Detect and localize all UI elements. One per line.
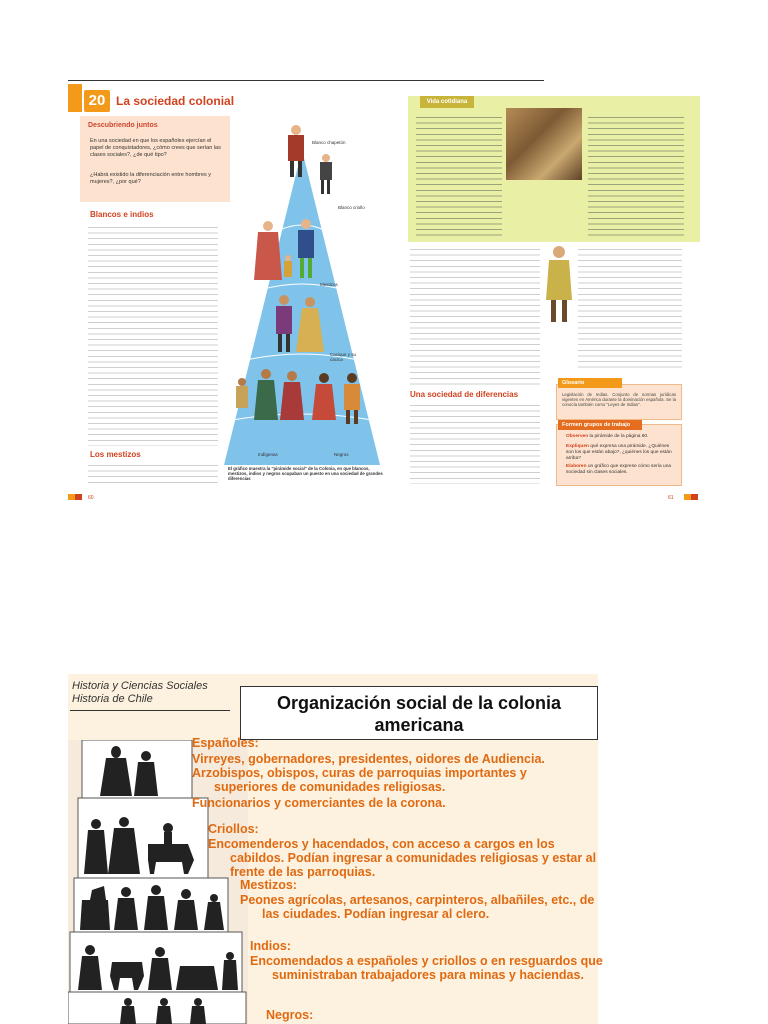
right-text-col-1: [410, 246, 540, 386]
slide-title-line-2: americana: [374, 715, 464, 735]
vida-text-col-1: [416, 114, 502, 238]
vida-cotidiana-tab: Vida cotidiana: [420, 96, 474, 108]
intro-question-1: En una sociedad en que los españoles ejercían el papel de conquistadores, ¿cómo crees que serían las clases sociales?, ¿de qué tipo?: [90, 138, 221, 158]
social-pyramid: [220, 120, 384, 475]
vida-text-col-2: [588, 114, 684, 238]
section-diferencias-heading: Una sociedad de diferencias: [410, 390, 519, 399]
group-mestizos-heading: Mestizos:: [240, 878, 297, 892]
work-item-3: Elaboren un gráfico que exprese cómo sería una sociedad sin clases sociales.: [566, 464, 672, 475]
group-espanoles-line-2: Arzobispos, obispos, curas de parroquias importantes y superiores de comunidades religiosas.: [192, 766, 527, 794]
pyramid-label-criollo: Blanco criollo: [338, 205, 365, 210]
pyramid-label-mestizos: Mestizos: [320, 282, 338, 287]
pyramid-label-cacique: Cacique y su cacica: [330, 352, 357, 362]
slide-header-course: Historia de Chile: [72, 693, 153, 705]
group-espanoles-heading: Españoles:: [192, 736, 259, 750]
mestizo-figure-image: [544, 244, 574, 326]
top-rule: [68, 80, 544, 81]
slide-title: [240, 692, 598, 736]
lesson-number: 20: [84, 90, 110, 112]
footer-bar-right: [684, 494, 698, 500]
group-espanoles-line-1: Virreyes, gobernadores, presidentes, oidores de Audiencia.: [192, 752, 545, 766]
section-mestizos-text: [88, 462, 218, 484]
section-blancos-heading: Blancos e indios: [90, 210, 154, 219]
lesson-tab: [68, 84, 82, 112]
group-indios-heading: Indios:: [250, 939, 291, 953]
pyramid-label-chapeton: Blanco chapetón: [312, 140, 346, 145]
slide-header-rule: [70, 710, 230, 711]
group-negros-heading: Negros:: [266, 1008, 314, 1022]
pyramid-label-indigenas: Indígenas: [258, 452, 278, 457]
section-blancos-text: [88, 224, 218, 446]
group-indios-line-1: Encomendados a españoles y criollos o en resguardos que suministraban trabajadores para minas y haciendas.: [250, 954, 603, 982]
right-text-col-2: [578, 246, 682, 370]
vida-cotidiana-photo: [506, 108, 582, 180]
section-diferencias-text: [410, 402, 540, 484]
slide-header-subject: Historia y Ciencias Sociales: [72, 680, 208, 692]
section-mestizos-heading: Los mestizos: [90, 450, 141, 459]
intro-heading: Descubriendo juntos: [88, 122, 158, 129]
pyramid-caption: El gráfico muestra la "pirámide social" de la Colonia, en que blancos, mestizos, indios y negros ocupaban un puesto en una sociedad de grandes diferencias: [228, 466, 383, 482]
slide-header: [72, 680, 208, 706]
pyramid-label-negros: Negros: [334, 452, 349, 457]
footer-bar-left: [68, 494, 82, 500]
glossary-heading: Glosario: [558, 378, 622, 388]
group-espanoles-line-3: Funcionarios y comerciantes de la corona.: [192, 796, 446, 810]
glossary-text: Legislación de Indias. Conjunto de normas jurídicas vigentes en América durante la dominación española. Se la conocía también como "Leyes de Indias".: [562, 392, 676, 408]
page-number-left: 60: [88, 495, 94, 501]
intro-question-2: ¿Habrá existido la diferenciación entre hombres y mujeres?, ¿por qué?: [90, 172, 212, 185]
group-criollos-line-1: Encomenderos y hacendados, con acceso a cargos en los cabildos. Podían ingresar a comunidades religiosas y estar al frente de las parroquias.: [208, 837, 597, 879]
work-item-1: Observen la pirámide de la página 60.: [566, 434, 649, 439]
intro-box: [80, 116, 230, 202]
slide-title-line-1: Organización social de la colonia: [276, 693, 562, 713]
page-number-right: 61: [668, 495, 674, 501]
work-item-2: Expliquen qué expresa una pirámide. ¿Quiénes son los que están abajo?, ¿quiénes los que están arriba?: [566, 444, 672, 461]
work-heading: Formen grupos de trabajo: [558, 420, 642, 430]
group-mestizos-line-1: Peones agrícolas, artesanos, carpinteros, albañiles, etc., de las ciudades. Podían ingresar al clero.: [240, 893, 595, 921]
lesson-title: La sociedad colonial: [116, 94, 235, 108]
group-criollos-heading: Criollos:: [208, 822, 259, 836]
